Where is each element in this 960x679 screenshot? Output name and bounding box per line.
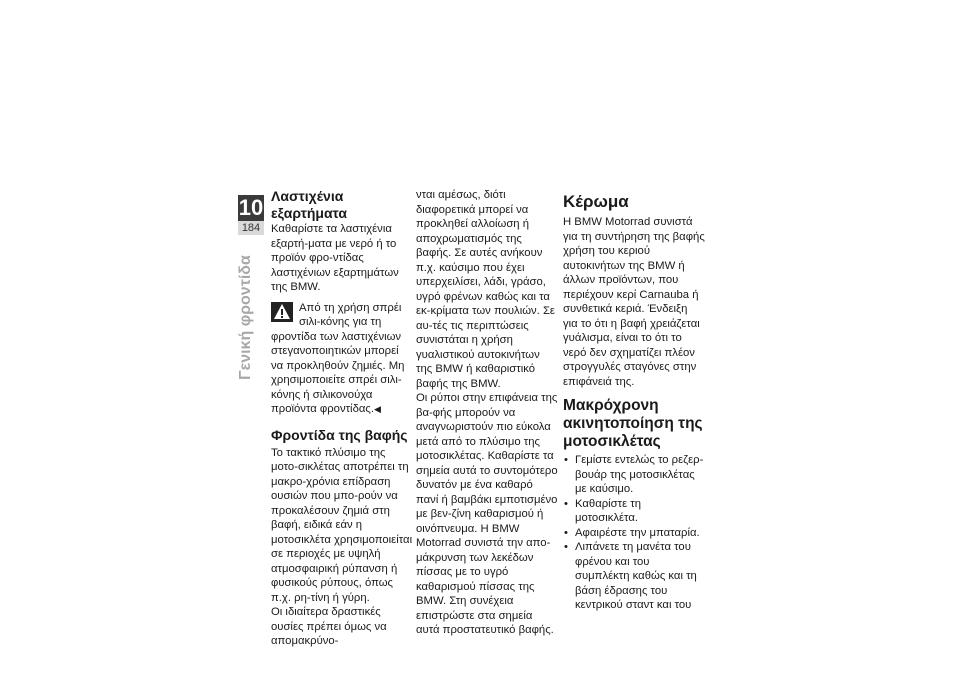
warning-block bbox=[271, 301, 413, 417]
heading-long-storage: Μακρόχρονη ακινητοποίηση της μοτοσικλέτας bbox=[563, 397, 703, 450]
paragraph-rubber-parts: Καθαρίστε τα λαστιχένια εξαρτή-ματα με νερό ή το προϊόν φρο-ντίδας λαστιχένιων εξαρτημάτων της BMW. bbox=[271, 223, 399, 293]
paragraph-paint-continued: νται αμέσως, διότι διαφορετικά μπορεί να προκληθεί αλλοίωση ή αποχρωματισμός της βαφής. Σε αυτές ανήκουν π.χ. καύσιμο που έχει υπερχειλίσει, λάδι, γράσο, υγρό φρένων καθώς και τα εκ-κρίματα των πουλιών. Σε αυ-τές τις περιπτώσεις συνιστάται η χρήση γυαλιστικού αυτοκινήτων της BMW ή καθαριστικό βαφής της BMW. bbox=[416, 189, 555, 390]
list-item: • Αφαιρέστε την μπαταρία. bbox=[563, 526, 705, 541]
column-1 bbox=[271, 188, 413, 649]
storage-steps-list bbox=[563, 453, 705, 613]
paragraph-paint-care-2: Οι ιδιαίτερα δραστικές ουσίες πρέπει όμως να απομακρύνο- bbox=[271, 606, 387, 647]
heading-rubber-parts: Λαστιχένια εξαρτήματα bbox=[271, 188, 348, 221]
warning-icon bbox=[271, 302, 293, 322]
paragraph-waxing: Η BMW Motorrad συνιστά για τη συντήρηση της βαφής χρήση του κεριού αυτοκινήτων της BMW ή άλλων προϊόντων, που περιέχουν κερί Carnauba ή συνθετικά κεριά. Ένδειξη για το ότι η βαφή χρειάζεται γυάλισμα, είναι το ότι το νερό δεν σχηματίζει πλέον στρογγυλές σταγόνες στην επιφάνειά της. bbox=[563, 216, 705, 388]
chapter-number: 10 bbox=[238, 195, 264, 220]
column-3 bbox=[563, 192, 705, 613]
end-of-section-icon: ◀ bbox=[373, 404, 381, 414]
chapter-tab bbox=[238, 195, 264, 235]
list-item: • Γεμίστε εντελώς το ρεζερ-βουάρ της μοτοσικλέτας με καύσιμο. bbox=[563, 453, 705, 497]
heading-waxing: Κέρωμα bbox=[563, 192, 629, 211]
column-2 bbox=[416, 188, 558, 638]
paragraph-dirt-removal: Οι ρύποι στην επιφάνεια της βα-φής μπορούν να αναγνωριστούν πιο εύκολα μετά από το πλύσιμο της μοτοσικλέτας. Καθαρίστε τα σημεία αυτά το συντομότερο δυνατόν με ένα καθαρό πανί ή βαμβάκι εμποτισμένο με βεν-ζίνη καθαρισμού ή οινόπνευμα. Η BMW Motorrad συνιστά την απο-μάκρυνση των λεκέδων πίσσας με το υγρό καθαρισμού πίσσας της BMW. Στη συνέχεια επιστρώστε στα σημεία αυτά προστατευτικό βαφής. bbox=[416, 392, 558, 636]
list-item: • Καθαρίστε τη μοτοσικλέτα. bbox=[563, 497, 705, 526]
chapter-title-vertical: Γενική φροντίδα bbox=[237, 255, 254, 380]
page-number: 184 bbox=[238, 221, 264, 235]
list-item: • Λιπάνετε τη μανέτα του φρένου και του συμπλέκτη καθώς και τη βάση έδρασης του κεντρικού σταντ και του bbox=[563, 540, 705, 613]
paragraph-paint-care-1: Το τακτικό πλύσιμο της μοτο-σικλέτας αποτρέπει τη μακρο-χρόνια επίδραση ουσιών που μπο-ρούν να προκαλέσουν ζημιά στη βαφή, ειδικά εάν η μοτοσικλέτα χρησιμοποιείται σε περιοχές με υψηλή ατμοσφαιρική ρύπανση ή φυσικούς ρύπους, όπως π.χ. ρη-τίνη ή γύρη. bbox=[271, 446, 413, 604]
warning-text: Από τη χρήση σπρέι σιλι-κόνης για τη φροντίδα των λαστιχένιων στεγανοποιητικών μπορεί να προκληθούν ζημιές. Μη χρησιμοποιείτε σπρέι σιλι-κόνης ή σιλικονούχα προϊόντα φροντίδας. bbox=[271, 301, 405, 415]
heading-paint-care: Φροντίδα της βαφής bbox=[271, 426, 408, 443]
